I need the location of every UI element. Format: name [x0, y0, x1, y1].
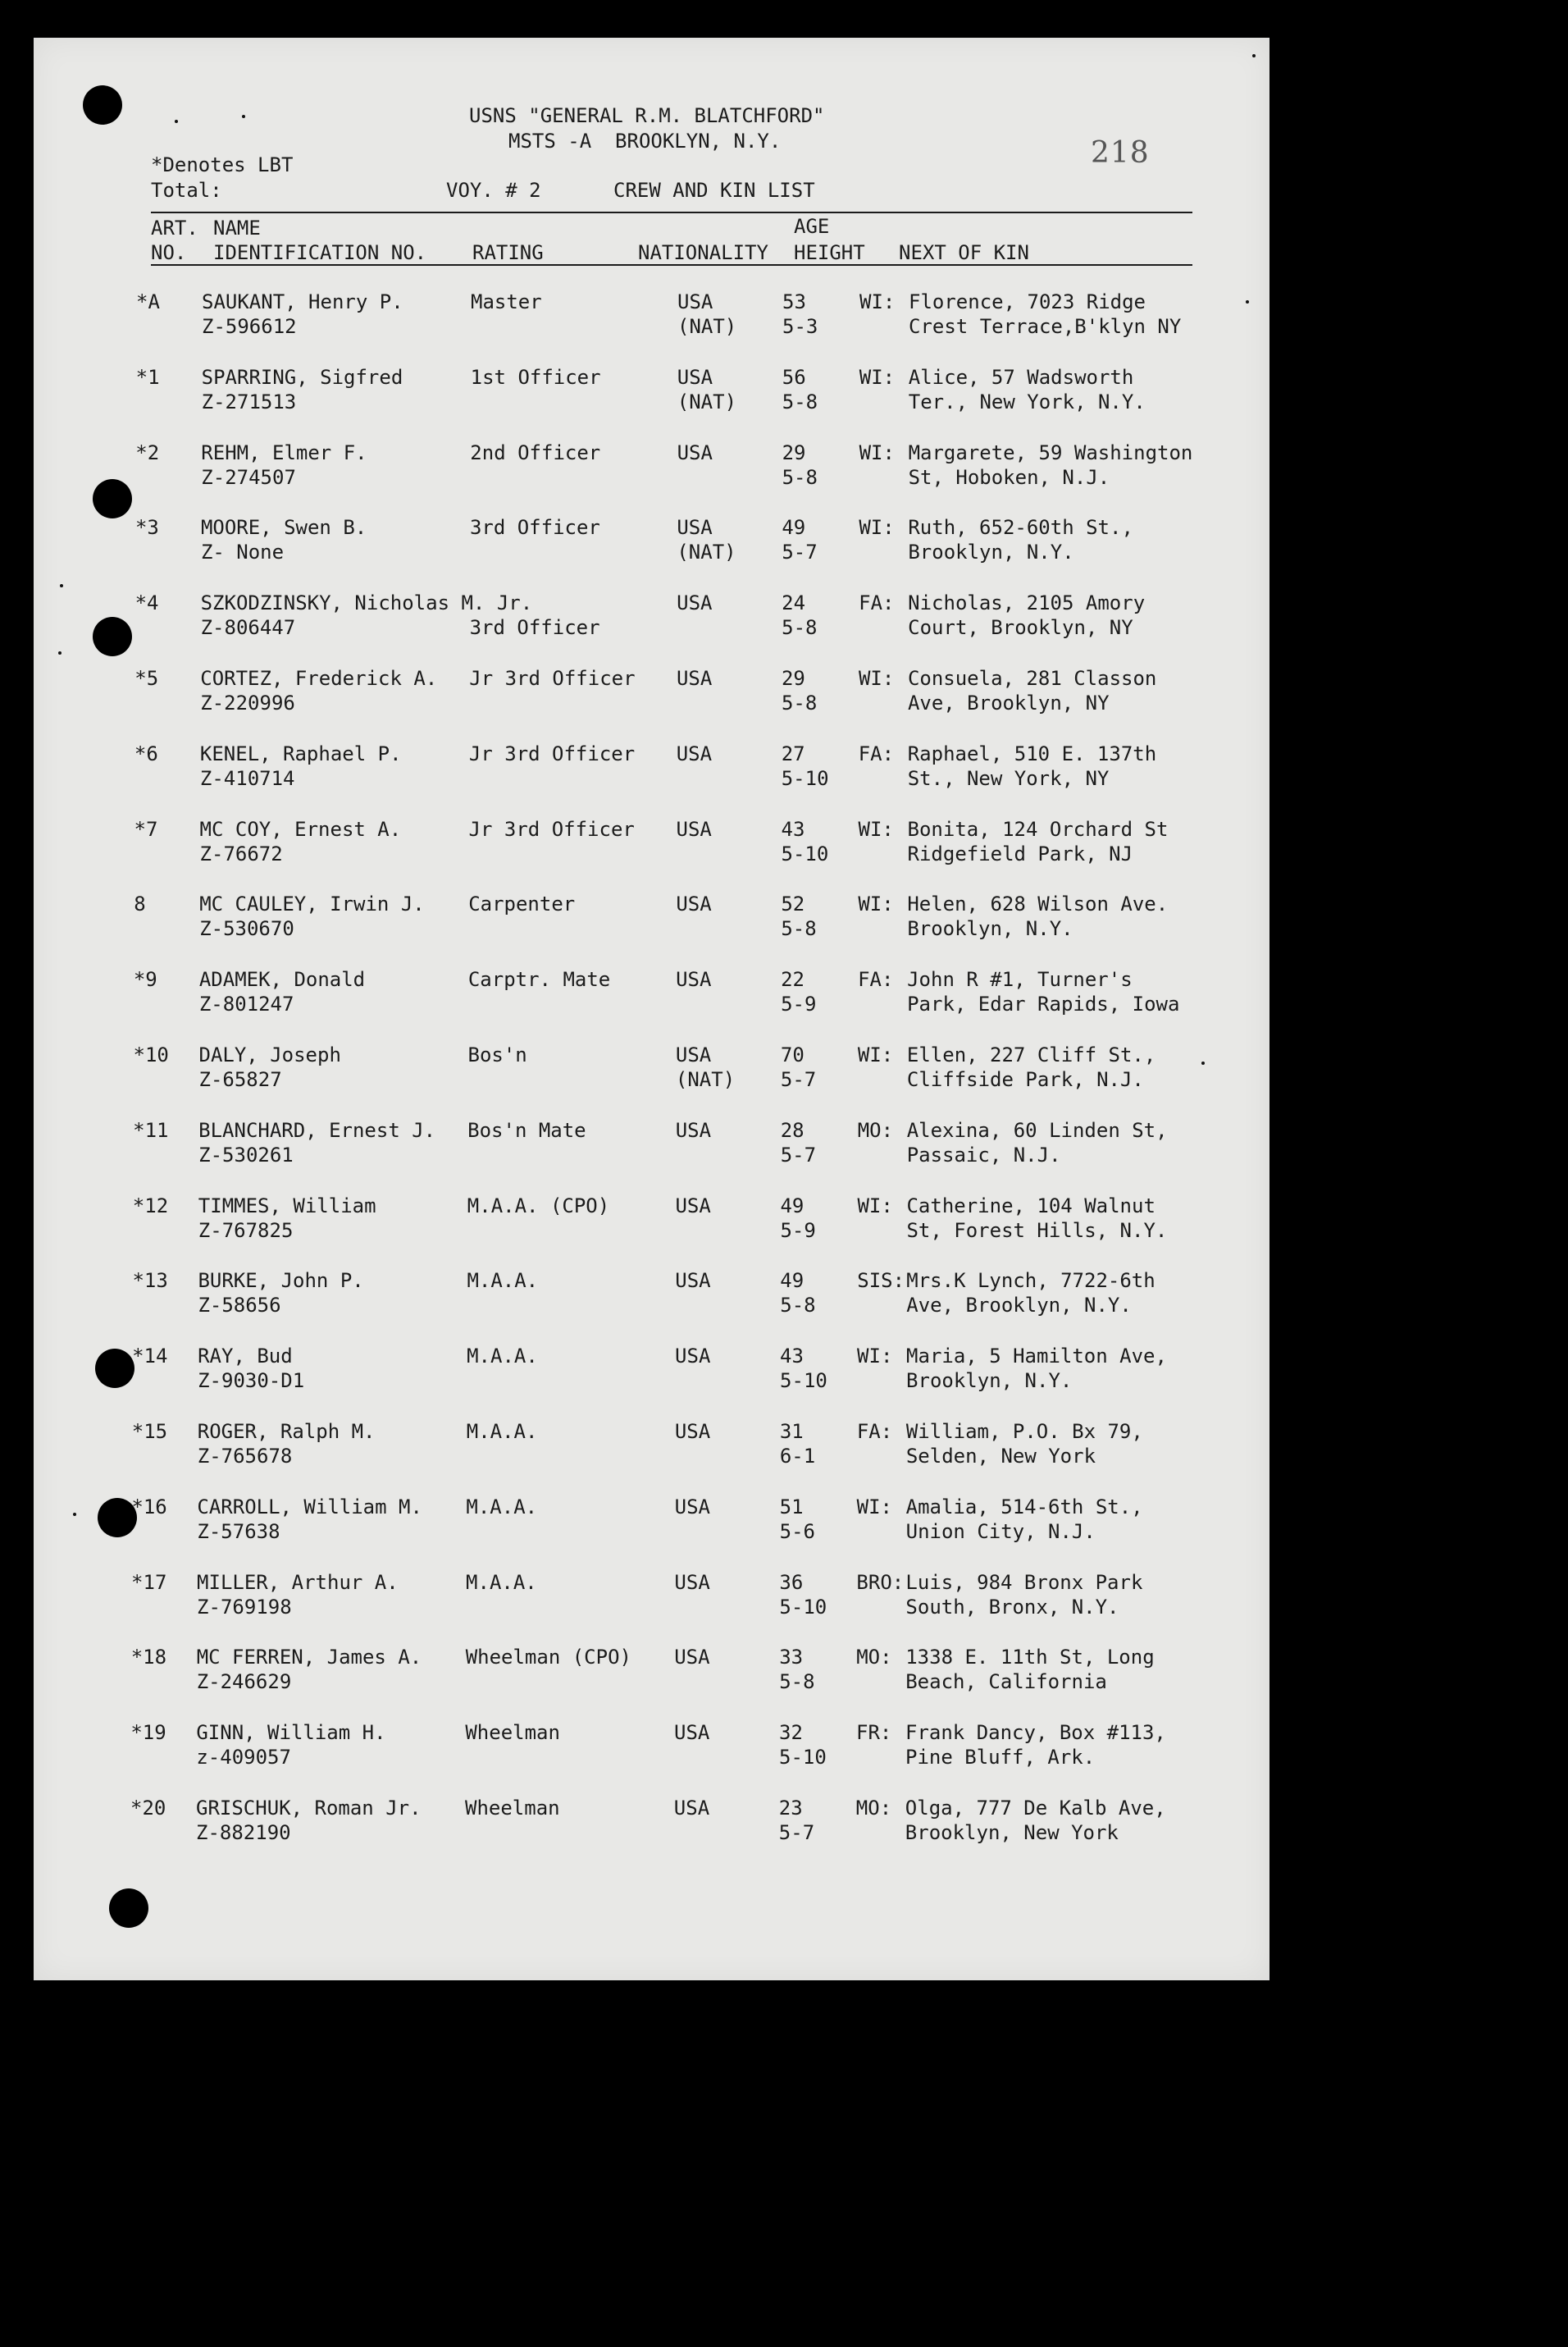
naturalized-mark: (NAT)	[677, 541, 736, 564]
height: 5-7	[778, 1821, 815, 1844]
art-number: *6	[134, 742, 158, 765]
height: 5-9	[780, 1218, 816, 1242]
rating-continued: 3rd Officer	[469, 616, 600, 640]
kin-relation: MO:	[856, 1646, 892, 1669]
rating: Bos'n Mate	[467, 1118, 586, 1142]
nationality: USA	[674, 1495, 710, 1518]
crew-name: MOORE, Swen B.	[200, 516, 367, 540]
height: 5-8	[782, 390, 818, 413]
punch-hole	[109, 1888, 148, 1928]
nationality: USA	[676, 968, 712, 992]
art-number: *1	[135, 365, 160, 389]
crew-name: ROGER, Ralph M.	[197, 1420, 376, 1443]
col-rating-label: RATING	[472, 241, 544, 264]
col-name-label: NAME	[213, 217, 261, 240]
kin-relation: WI:	[857, 1194, 893, 1217]
nationality: USA	[675, 1345, 711, 1368]
age: 49	[782, 516, 806, 540]
identification-no: Z-801247	[198, 993, 294, 1016]
punch-hole	[93, 617, 132, 656]
nationality: USA	[673, 1797, 710, 1820]
nationality: USA	[675, 1194, 711, 1217]
crew-name: REHM, Elmer F.	[201, 441, 367, 464]
column-header-rule	[151, 264, 1192, 266]
art-number: *12	[132, 1194, 169, 1217]
age: 24	[782, 591, 806, 615]
total-label: Total:	[151, 179, 222, 202]
kin-address-line1: Alexina, 60 Linden St,	[906, 1118, 1168, 1142]
voyage-number: VOY. # 2	[446, 179, 541, 202]
kin-address-line1: Florence, 7023 Ridge	[909, 290, 1146, 313]
rating: Bos'n	[467, 1043, 527, 1066]
height: 5-8	[781, 917, 817, 941]
rating: 1st Officer	[470, 365, 601, 389]
kin-relation: WI:	[857, 1043, 894, 1066]
kin-relation: MO:	[855, 1797, 892, 1820]
speck	[60, 584, 63, 587]
identification-no: Z-274507	[201, 465, 296, 489]
crew-name: MC COY, Ernest A.	[199, 817, 402, 841]
speck	[1252, 54, 1256, 57]
nationality: USA	[677, 365, 713, 389]
kin-address-line2: Cliffside Park, N.J.	[906, 1068, 1144, 1091]
rating: Carpenter	[468, 893, 576, 916]
kin-address-line1: Amalia, 514-6th St.,	[905, 1495, 1143, 1518]
height: 5-10	[779, 1595, 827, 1619]
kin-relation: MO:	[857, 1118, 894, 1142]
nationality: USA	[676, 893, 712, 916]
kin-address-line1: Ruth, 652-60th St.,	[908, 516, 1133, 540]
kin-address-line2: St, Hoboken, N.J.	[908, 465, 1110, 489]
art-number: *11	[133, 1118, 169, 1142]
nationality: USA	[676, 742, 713, 765]
rating: M.A.A.	[466, 1420, 538, 1443]
kin-address-line1: Ellen, 227 Cliff St.,	[906, 1043, 1156, 1066]
kin-address-line1: Consuela, 281 Classon	[907, 667, 1157, 690]
kin-address-line2: Brooklyn, New York	[905, 1821, 1119, 1844]
identification-no: Z-769198	[197, 1595, 292, 1619]
nationality: USA	[674, 1570, 710, 1594]
kin-address-line2: South, Bronx, N.Y.	[905, 1595, 1119, 1619]
col-kin-label: NEXT OF KIN	[899, 241, 1029, 264]
identification-no: Z-65827	[198, 1068, 282, 1091]
header-rule	[151, 212, 1192, 213]
kin-address-line2: Court, Brooklyn, NY	[908, 616, 1133, 640]
height: 5-10	[779, 1746, 827, 1769]
kin-address-line1: Catherine, 104 Walnut	[906, 1194, 1155, 1217]
nationality: USA	[677, 516, 713, 540]
naturalized-mark: (NAT)	[677, 315, 737, 338]
speck	[175, 120, 178, 123]
height: 5-9	[781, 993, 817, 1016]
naturalized-mark: (NAT)	[677, 390, 737, 413]
age: 31	[779, 1420, 804, 1443]
kin-address-line2: St, Forest Hills, N.Y.	[906, 1218, 1168, 1242]
list-title: CREW AND KIN LIST	[613, 179, 815, 202]
identification-no: z-409057	[196, 1746, 291, 1769]
age: 56	[782, 365, 806, 389]
art-number: *9	[133, 968, 157, 992]
kin-relation: FA:	[859, 591, 895, 615]
rating: Wheelman	[465, 1721, 560, 1745]
kin-address-line2: Crest Terrace,B'klyn NY	[909, 315, 1182, 338]
identification-no: Z-767825	[198, 1218, 294, 1242]
identification-no: Z-806447	[200, 616, 296, 640]
kin-address-line2: Union City, N.J.	[905, 1519, 1096, 1543]
art-number: *10	[133, 1043, 169, 1066]
crew-name: GRISCHUK, Roman Jr.	[196, 1797, 422, 1820]
nationality: USA	[675, 1118, 712, 1142]
nationality: USA	[674, 1721, 710, 1745]
kin-relation: WI:	[856, 1495, 892, 1518]
art-number: *19	[130, 1721, 166, 1745]
art-number: *20	[130, 1797, 166, 1820]
height: 5-10	[781, 842, 829, 865]
identification-no: Z-530670	[199, 917, 294, 941]
crew-name: MC CAULEY, Irwin J.	[199, 893, 425, 916]
crew-name: CARROLL, William M.	[197, 1495, 422, 1518]
punch-hole	[93, 479, 132, 518]
age: 49	[780, 1269, 805, 1293]
art-number: *3	[134, 516, 159, 540]
nationality: USA	[676, 817, 712, 841]
kin-relation: SIS:	[857, 1269, 905, 1293]
crew-name: DALY, Joseph	[198, 1043, 341, 1066]
kin-address-line2: Ter., New York, N.Y.	[908, 390, 1146, 413]
ship-title: USNS "GENERAL R.M. BLATCHFORD"	[469, 104, 825, 127]
punch-hole	[95, 1349, 134, 1388]
page-number: 218	[1091, 136, 1150, 170]
kin-relation: WI:	[859, 441, 895, 464]
height: 5-10	[780, 1369, 827, 1393]
height: 5-8	[782, 616, 818, 640]
speck	[242, 115, 245, 118]
age: 28	[780, 1118, 805, 1142]
kin-relation: WI:	[859, 290, 896, 313]
crew-name: MC FERREN, James A.	[196, 1646, 422, 1669]
rating: Jr 3rd Officer	[468, 742, 636, 765]
identification-no: Z-765678	[197, 1445, 293, 1468]
age: 27	[781, 742, 805, 765]
rating: M.A.A. (CPO)	[467, 1194, 610, 1217]
identification-no: Z-410714	[199, 766, 295, 790]
art-number: *17	[131, 1570, 167, 1594]
age: 49	[780, 1194, 805, 1217]
crew-name: SZKODZINSKY, Nicholas M. Jr.	[200, 591, 533, 615]
speck	[73, 1513, 76, 1516]
kin-relation: FA:	[858, 742, 895, 765]
height: 5-6	[779, 1519, 815, 1543]
rating: Master	[471, 290, 542, 313]
kin-address-line2: Ridgefield Park, NJ	[907, 842, 1133, 865]
rating: M.A.A.	[467, 1269, 539, 1293]
kin-relation: WI:	[858, 667, 895, 690]
speck	[58, 651, 62, 655]
kin-address-line2: Ave, Brooklyn, N.Y.	[906, 1294, 1132, 1317]
kin-address-line2: Beach, California	[905, 1670, 1107, 1694]
kin-address-line1: Margarete, 59 Washington	[908, 441, 1193, 464]
crew-name: RAY, Bud	[198, 1345, 293, 1368]
art-number: *16	[131, 1495, 167, 1518]
kin-relation: BRO:	[856, 1570, 905, 1594]
rating: Jr 3rd Officer	[468, 817, 635, 841]
kin-relation: FA:	[856, 1420, 893, 1443]
rating: 2nd Officer	[470, 441, 601, 464]
identification-no: Z-596612	[202, 315, 297, 338]
age: 29	[781, 667, 805, 690]
age: 43	[780, 1345, 804, 1368]
age: 51	[779, 1495, 804, 1518]
crew-name: SPARRING, Sigfred	[201, 365, 403, 389]
height: 6-1	[779, 1445, 816, 1468]
col-age-label: AGE	[794, 215, 830, 238]
organization-line: MSTS -A BROOKLYN, N.Y.	[508, 130, 782, 153]
rating: Jr 3rd Officer	[469, 667, 636, 690]
col-art-label: ART.	[151, 217, 198, 240]
crew-name: MILLER, Arthur A.	[197, 1570, 399, 1594]
kin-address-line1: Raphael, 510 E. 137th	[907, 742, 1157, 765]
nationality: USA	[677, 290, 713, 313]
speck	[1246, 300, 1249, 304]
nationality: USA	[676, 667, 713, 690]
art-number: 8	[134, 893, 146, 916]
identification-no: Z-76672	[199, 842, 283, 865]
height: 5-7	[780, 1143, 817, 1167]
kin-address-line1: Frank Dancy, Box #113,	[905, 1721, 1166, 1745]
rating: M.A.A.	[467, 1345, 538, 1368]
kin-address-line1: Alice, 57 Wadsworth	[908, 365, 1134, 389]
rating: Carptr. Mate	[467, 968, 611, 992]
punch-hole	[83, 85, 122, 125]
crew-name: ADAMEK, Donald	[198, 968, 366, 992]
kin-address-line2: Selden, New York	[905, 1445, 1096, 1468]
nationality: USA	[675, 1043, 712, 1066]
kin-address-line1: John R #1, Turner's	[907, 968, 1133, 992]
kin-address-line2: Ave, Brooklyn, NY	[907, 692, 1110, 715]
crew-name: BURKE, John P.	[198, 1269, 364, 1293]
height: 5-7	[782, 541, 818, 564]
rating: M.A.A.	[466, 1570, 537, 1594]
nationality: USA	[675, 1269, 711, 1293]
nationality: USA	[674, 1646, 710, 1669]
art-number: *5	[134, 667, 159, 690]
kin-relation: FA:	[858, 968, 894, 992]
kin-address-line1: William, P.O. Bx 79,	[905, 1420, 1143, 1443]
naturalized-mark: (NAT)	[675, 1068, 736, 1091]
identification-no: Z-271513	[201, 390, 297, 413]
crew-name: KENEL, Raphael P.	[199, 742, 402, 765]
kin-address-line1: Bonita, 124 Orchard St	[907, 817, 1169, 841]
art-number: *18	[130, 1646, 167, 1669]
kin-relation: WI:	[859, 365, 896, 389]
kin-relation: WI:	[859, 516, 895, 540]
identification-no: Z- None	[200, 541, 285, 564]
kin-address-line1: Mrs.K Lynch, 7722-6th	[906, 1269, 1155, 1293]
speck	[1201, 1062, 1205, 1065]
kin-address-line2: Pine Bluff, Ark.	[905, 1746, 1096, 1769]
identification-no: Z-57638	[197, 1519, 280, 1543]
kin-address-line1: Helen, 628 Wilson Ave.	[907, 893, 1169, 916]
kin-relation: WI:	[858, 893, 894, 916]
kin-address-line2: Passaic, N.J.	[906, 1143, 1061, 1167]
kin-relation: FR:	[856, 1721, 892, 1745]
col-no-label: NO.	[151, 241, 187, 264]
kin-relation: WI:	[857, 1345, 893, 1368]
col-nationality-label: NATIONALITY	[638, 241, 768, 264]
col-height-label: HEIGHT	[794, 241, 865, 264]
age: 29	[782, 441, 806, 464]
crew-name: BLANCHARD, Ernest J.	[198, 1118, 436, 1142]
height: 5-8	[782, 465, 818, 489]
kin-address-line1: Nicholas, 2105 Amory	[908, 591, 1146, 615]
age: 33	[779, 1646, 804, 1669]
age: 70	[780, 1043, 805, 1066]
art-number: *13	[132, 1269, 168, 1293]
kin-address-line2: Brooklyn, N.Y.	[907, 917, 1073, 941]
nationality: USA	[677, 591, 713, 615]
height: 5-8	[780, 1294, 816, 1317]
rating: 3rd Officer	[469, 516, 600, 540]
art-number: *A	[136, 290, 160, 313]
art-number: *14	[132, 1345, 168, 1368]
nationality: USA	[677, 441, 713, 464]
identification-no: Z-530261	[198, 1143, 294, 1167]
age: 52	[781, 893, 805, 916]
col-id-label: IDENTIFICATION NO.	[213, 241, 427, 264]
nationality: USA	[674, 1420, 711, 1443]
kin-address-line2: Brooklyn, N.Y.	[908, 541, 1074, 564]
age: 23	[778, 1797, 803, 1820]
crew-name: CORTEZ, Frederick A.	[200, 667, 438, 690]
height: 5-3	[782, 315, 818, 338]
rating: Wheelman (CPO)	[465, 1646, 631, 1669]
kin-address-line1: Olga, 777 De Kalb Ave,	[905, 1797, 1166, 1820]
age: 53	[782, 290, 806, 313]
age: 22	[781, 968, 805, 992]
rating: M.A.A.	[466, 1495, 538, 1518]
identification-no: Z-246629	[196, 1670, 292, 1694]
art-number: *2	[135, 441, 160, 464]
height: 5-8	[781, 692, 818, 715]
identification-no: Z-220996	[200, 692, 295, 715]
kin-address-line2: Brooklyn, N.Y.	[906, 1369, 1073, 1393]
art-number: *15	[131, 1420, 168, 1443]
crew-name: GINN, William H.	[196, 1721, 386, 1745]
crew-name: TIMMES, William	[198, 1194, 376, 1217]
age: 36	[779, 1570, 804, 1594]
kin-address-line2: St., New York, NY	[907, 766, 1110, 790]
rating: Wheelman	[465, 1797, 560, 1820]
kin-relation: WI:	[858, 817, 894, 841]
identification-no: Z-9030-D1	[198, 1369, 305, 1393]
crew-name: SAUKANT, Henry P.	[202, 290, 403, 313]
kin-address-line1: Maria, 5 Hamilton Ave,	[906, 1345, 1167, 1368]
height: 5-7	[780, 1068, 817, 1091]
art-number: *4	[134, 591, 159, 615]
kin-address-line1: Luis, 984 Bronx Park	[905, 1570, 1143, 1594]
height: 5-10	[781, 766, 829, 790]
age: 43	[781, 817, 805, 841]
kin-address-line1: 1338 E. 11th St, Long	[905, 1646, 1155, 1669]
denotes-note: *Denotes LBT	[151, 153, 294, 176]
art-number: *7	[134, 817, 158, 841]
height: 5-8	[779, 1670, 815, 1694]
identification-no: Z-882190	[196, 1821, 291, 1844]
identification-no: Z-58656	[198, 1294, 281, 1317]
age: 32	[779, 1721, 803, 1745]
kin-address-line2: Park, Edar Rapids, Iowa	[907, 993, 1180, 1016]
